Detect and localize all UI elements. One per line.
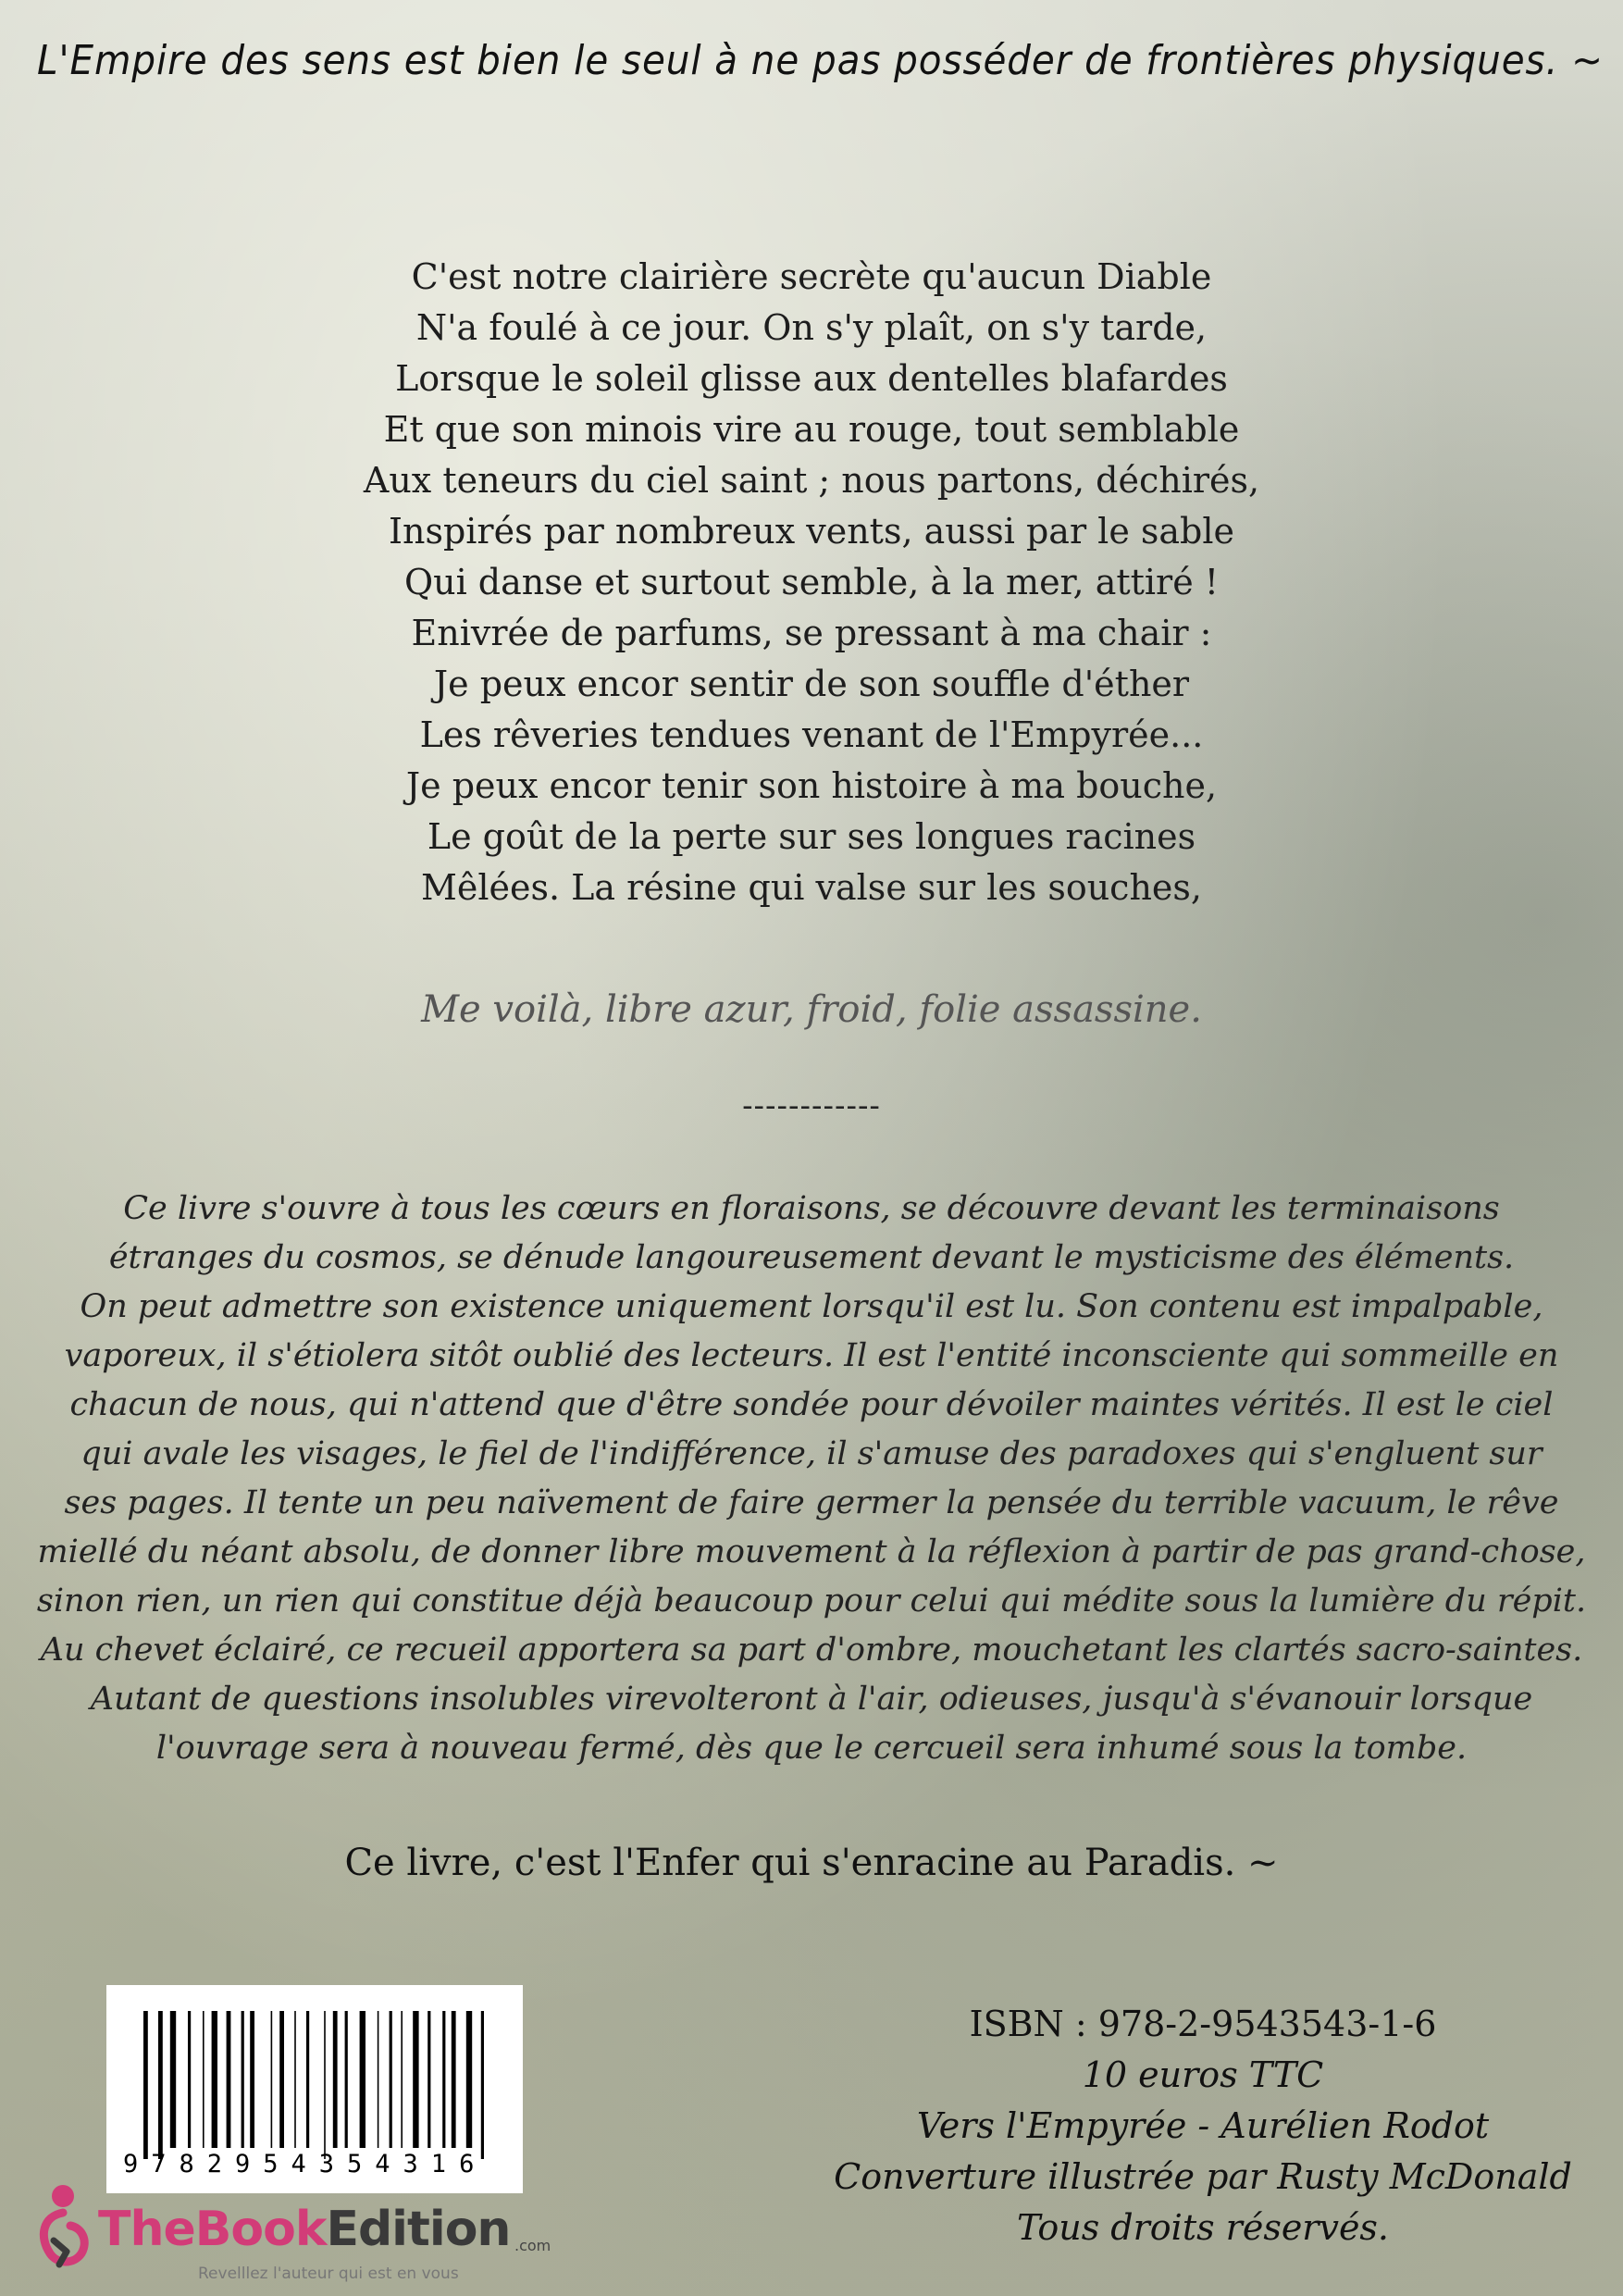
poem-line: N'a foulé à ce jour. On s'y plaît, on s'y tarde, [415, 307, 1208, 348]
poem-line: Inspirés par nombreux vents, aussi par le sable [388, 511, 1235, 552]
publisher-logo [35, 2179, 590, 2281]
book-info [814, 1999, 1592, 2253]
summary-line: l'ouvrage sera à nouveau fermé, dès que le cercueil sera inhumé sous la tombe. [155, 1730, 1468, 1767]
summary-line: ses pages. Il tente un peu naïvement de faire germer la pensée du terrible vacuum, le rêve [64, 1484, 1559, 1521]
barcode-bar [242, 2011, 244, 2148]
barcode-bar [170, 2011, 176, 2148]
poem-line: Je peux encor tenir son histoire à ma bouche, [405, 765, 1218, 806]
barcode-bar [378, 2011, 379, 2148]
barcode-bar [306, 2011, 309, 2148]
barcode-bar [294, 2011, 296, 2148]
poem-line: Les rêveries tendues venant de l'Empyrée... [419, 714, 1204, 755]
poem [0, 252, 1623, 913]
summary-line: Autant de questions insolubles virevolteront à l'air, odieuses, jusqu'à s'évanouir lorsque [90, 1681, 1533, 1718]
poem-line: Lorsque le soleil glisse aux dentelles blafardes [395, 358, 1228, 399]
poem-final-line: Me voilà, libre azur, froid, folie assassine. [421, 988, 1202, 1031]
publisher-domain: .com [514, 2237, 551, 2254]
publisher-name: TheBookEdition [98, 2202, 511, 2257]
poem-line: Aux teneurs du ciel saint ; nous partons, déchirés, [363, 460, 1260, 501]
isbn-text: ISBN : 978-2-9543543-1-6 [969, 2004, 1437, 2044]
summary-line: Au chevet éclairé, ce recueil apportera sa part d'ombre, mouchetant les clartés sacro-saintes. [40, 1632, 1583, 1669]
poem-line: Je peux encor sentir de son souffle d'éther [433, 664, 1190, 704]
isbn-barcode [106, 1985, 523, 2193]
summary-line: miellé du néant absolu, de donner libre mouvement à la réflexion à partir de pas grand-chose, [37, 1533, 1586, 1570]
barcode-bar [279, 2011, 284, 2148]
book-summary [28, 1185, 1595, 1773]
barcode-bar [466, 2011, 472, 2148]
poem-line: Enivrée de parfums, se pressant à ma chair : [411, 613, 1212, 653]
poem-line: Le goût de la perte sur ses longues racines [427, 816, 1196, 857]
barcode-bar [333, 2011, 338, 2148]
barcode-bar [390, 2011, 392, 2148]
summary-line: vaporeux, il s'étiolera sitôt oublié des lecteurs. Il est l'entité inconsciente qui sommeille en [64, 1337, 1559, 1374]
barcode-bar [481, 2011, 484, 2159]
barcode-bar [158, 2011, 163, 2159]
barcode-bar [188, 2011, 191, 2148]
price-text: 10 euros TTC [1082, 2054, 1324, 2095]
handwritten-tagline: L'Empire des sens est bien le seul à ne pas posséder de frontières physiques. ~ [37, 37, 1604, 84]
cover-credit-text: Converture illustrée par Rusty McDonald [834, 2156, 1572, 2197]
barcode-bar [413, 2011, 418, 2148]
barcode-bar [345, 2011, 348, 2148]
poem-line: Qui danse et surtout semble, à la mer, attiré ! [403, 562, 1220, 602]
summary-line: Ce livre s'ouvre à tous les cœurs en floraisons, se découvre devant les terminaisons [123, 1190, 1500, 1227]
barcode-bar [324, 2011, 326, 2159]
barcode-bar [250, 2011, 254, 2148]
separator: ------------ [742, 1087, 881, 1124]
title-author-text: Vers l'Empyrée - Aurélien Rodot [916, 2105, 1490, 2146]
rights-text: Tous droits réservés. [1016, 2207, 1390, 2248]
barcode-bar [143, 2011, 148, 2159]
barcode-bar [227, 2011, 231, 2148]
summary-line: qui avale les visages, le fiel de l'indifférence, il s'amuse des paradoxes qui s'engluent sur [81, 1435, 1542, 1472]
barcode-bar [360, 2011, 365, 2148]
summary-line: chacun de nous, qui n'attend que d'être sondée pour dévoiler maintes vérités. Il est le ciel [69, 1386, 1554, 1423]
book-motto: Ce livre, c'est l'Enfer qui s'enracine au Paradis. ~ [344, 1842, 1279, 1884]
publisher-tagline: Revelllez l'auteur qui est en vous [198, 2265, 459, 2283]
barcode-bar [203, 2011, 204, 2148]
summary-line: On peut admettre son existence uniquement lorsqu'il est lu. Son contenu est impalpable, [80, 1288, 1543, 1325]
barcode-digits: 9782954354316 [123, 2150, 488, 2178]
barcode-bar [212, 2011, 217, 2148]
barcode-bar [401, 2011, 403, 2148]
barcode-bar [452, 2011, 456, 2148]
summary-line: sinon rien, un rien qui constitue déjà beaucoup pour celui qui médite sous la lumière du répit. [36, 1582, 1587, 1620]
poem-line: Mêlées. La résine qui valse sur les souches, [421, 867, 1202, 908]
summary-line: étranges du cosmos, se dénude langoureusement devant le mysticisme des éléments. [108, 1239, 1515, 1276]
barcode-bar [427, 2011, 430, 2148]
barcode-bar [442, 2011, 445, 2148]
barcode-bar [271, 2011, 273, 2148]
publisher-person-icon [35, 2179, 100, 2272]
poem-line: C'est notre clairière secrète qu'aucun Diable [411, 256, 1212, 297]
poem-line: Et que son minois vire au rouge, tout semblable [383, 409, 1240, 450]
